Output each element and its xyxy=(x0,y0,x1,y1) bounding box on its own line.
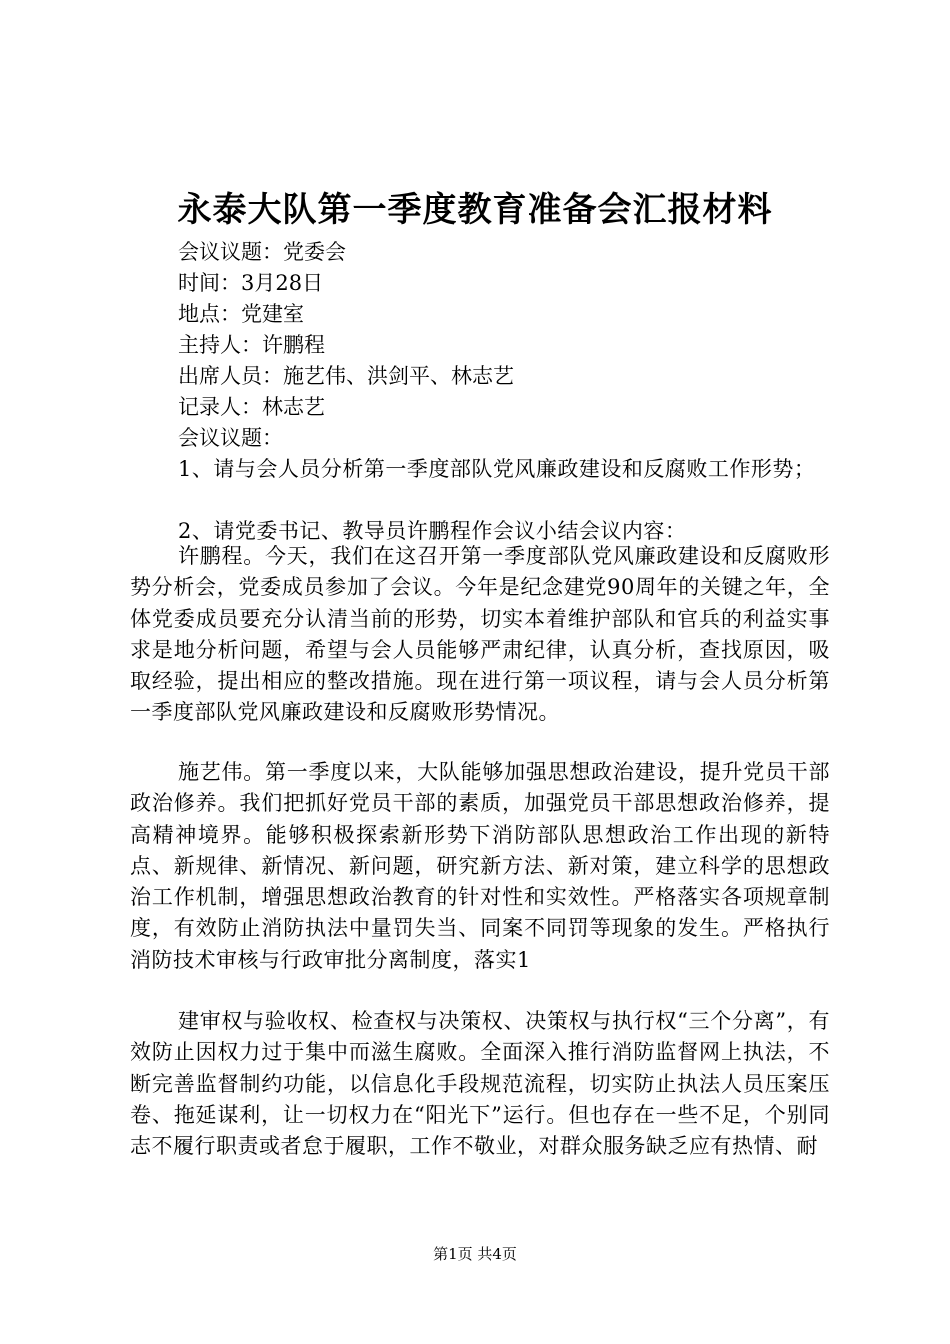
body-paragraph-continued: 建审权与验收权、检查权与决策权、决策权与执行权“三个分离”，有效防止因权力过于集中而滋生腐败。全面深入推行消防监督网上执法，不断完善监督制约功能，以信息化手段规范流程，切实防止执法人员压案压卷、拖延谋利，让一切权力在“阳光下”运行。但也存在一些不足，个别同志不履行职责或者怠于履职，工作不敬业，对群众服务缺乏应有热情、耐 xyxy=(130,1009,830,1159)
document-title: 永泰大队第一季度教育准备会汇报材料 xyxy=(177,190,773,230)
meta-recorder: 记录人：林志艺 xyxy=(178,395,325,419)
body-paragraph-shi: 施艺伟。第一季度以来，大队能够加强思想政治建设，提升党员干部政治修养。我们把抓好党员干部的素质，加强党员干部思想政治修养，提高精神境界。能够积极探索新形势下消防部队思想政治工作出现的新特点、新规律、新情况、新问题，研究新方法、新对策，建立科学的思想政治工作机制，增强思想政治教育的针对性和实效性。严格落实各项规章制度，有效防止消防执法中量罚失当、同案不同罚等现象的发生。严格执行消防技术审核与行政审批分离制度，落实1 xyxy=(130,760,830,972)
body-paragraph-xu: 许鹏程。今天，我们在这召开第一季度部队党风廉政建设和反腐败形势分析会，党委成员参加了会议。今年是纪念建党90周年的关键之年，全体党委成员要充分认清当前的形势，切实本着维护部队和官兵的利益实事求是地分析问题，希望与会人员能够严肃纪律，认真分析，查找原因，吸取经验，提出相应的整改措施。现在进行第一项议程，请与会人员分析第一季度部队党风廉政建设和反腐败形势情况。 xyxy=(130,544,830,725)
meta-host: 主持人：许鹏程 xyxy=(178,333,325,357)
meta-topic: 会议议题：党委会 xyxy=(178,240,346,264)
agenda-item-1: 1、请与会人员分析第一季度部队党风廉政建设和反腐败工作形势； xyxy=(178,457,816,481)
meta-location: 地点：党建室 xyxy=(178,302,304,326)
meta-agenda-label: 会议议题： xyxy=(178,426,283,450)
agenda-item-2: 2、请党委书记、教导员许鹏程作会议小结会议内容： xyxy=(178,519,687,543)
meta-time: 时间：3月28日 xyxy=(178,271,324,295)
page-footer: 第1页 共4页 xyxy=(433,1245,517,1263)
meta-attendees: 出席人员：施艺伟、洪剑平、林志艺 xyxy=(178,364,514,388)
